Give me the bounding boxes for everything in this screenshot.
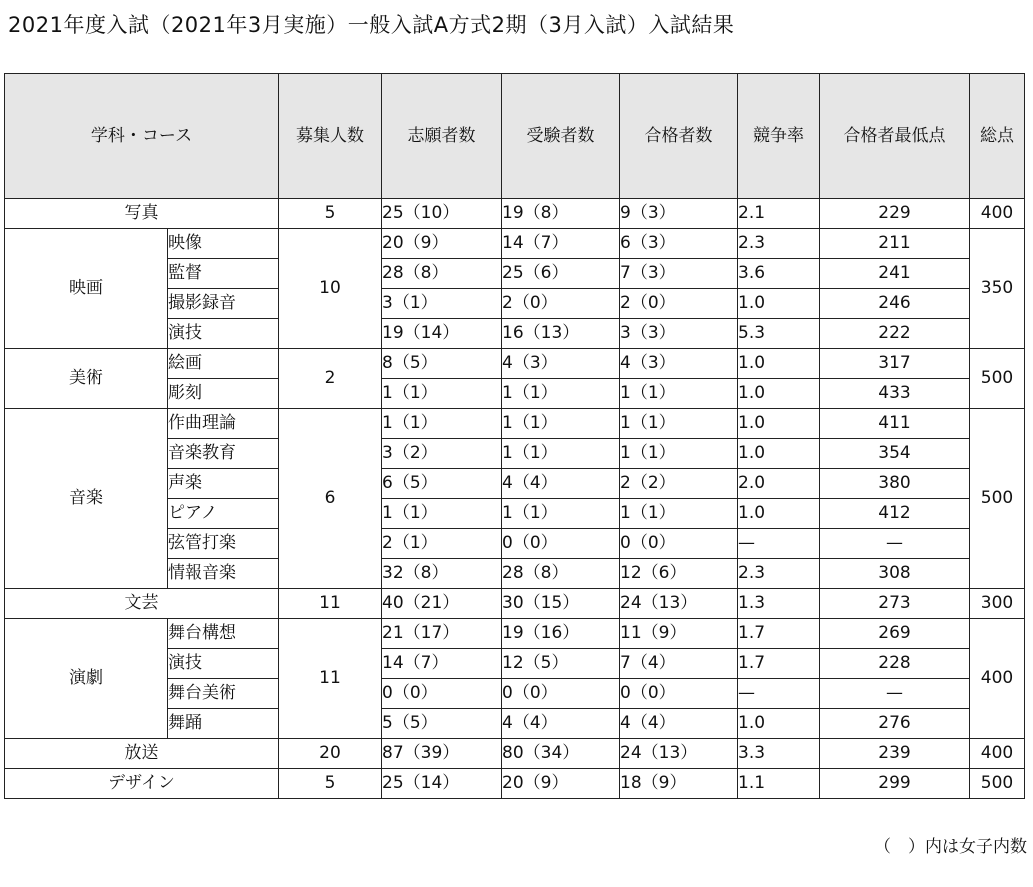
quota-cell: 2 [279,349,382,409]
header-total: 総点 [970,74,1025,199]
min-score-cell: 299 [820,769,970,799]
sub-course-name: 演技 [168,649,279,679]
table-row [5,769,1025,799]
header-examinees: 受験者数 [502,74,620,199]
examinees-cell: 14（7） [502,229,620,259]
quota-cell: 11 [279,589,382,619]
examinees-cell: 4（4） [502,469,620,499]
ratio-cell: 1.0 [738,409,820,439]
min-score-cell: 317 [820,349,970,379]
sub-course-name: 音楽教育 [168,439,279,469]
examinees-cell: 1（1） [502,499,620,529]
min-score-cell: 228 [820,649,970,679]
applicants-cell: 21（17） [382,619,502,649]
min-score-cell: 412 [820,499,970,529]
course-name: 演劇 [5,619,168,739]
quota-cell: 11 [279,619,382,739]
applicants-cell: 28（8） [382,259,502,289]
course-name: 放送 [5,739,279,769]
ratio-cell: 1.0 [738,349,820,379]
sub-course-name: 弦管打楽 [168,529,279,559]
course-name: 写真 [5,199,279,229]
min-score-cell: — [820,529,970,559]
ratio-cell: — [738,679,820,709]
header-applicants: 志願者数 [382,74,502,199]
ratio-cell: 1.1 [738,769,820,799]
ratio-cell: 2.3 [738,229,820,259]
examinees-cell: 12（5） [502,649,620,679]
examinees-cell: 28（8） [502,559,620,589]
passers-cell: 0（0） [620,679,738,709]
ratio-cell: 1.7 [738,649,820,679]
course-name: 美術 [5,349,168,409]
examinees-cell: 25（6） [502,259,620,289]
applicants-cell: 14（7） [382,649,502,679]
ratio-cell: 1.3 [738,589,820,619]
passers-cell: 11（9） [620,619,738,649]
applicants-cell: 3（1） [382,289,502,319]
applicants-cell: 25（14） [382,769,502,799]
examinees-cell: 80（34） [502,739,620,769]
sub-course-name: 舞踊 [168,709,279,739]
ratio-cell: 1.0 [738,709,820,739]
total-cell: 400 [970,739,1025,769]
total-cell: 500 [970,349,1025,409]
table-row [5,229,1025,259]
examinees-cell: 19（16） [502,619,620,649]
min-score-cell: — [820,679,970,709]
results-table [4,73,1025,799]
passers-cell: 12（6） [620,559,738,589]
total-cell: 300 [970,589,1025,619]
min-score-cell: 229 [820,199,970,229]
applicants-cell: 1（1） [382,379,502,409]
ratio-cell: 1.0 [738,499,820,529]
ratio-cell: 2.1 [738,199,820,229]
table-row [5,409,1025,439]
total-cell: 350 [970,229,1025,349]
sub-course-name: 監督 [168,259,279,289]
applicants-cell: 0（0） [382,679,502,709]
examinees-cell: 30（15） [502,589,620,619]
passers-cell: 9（3） [620,199,738,229]
passers-cell: 1（1） [620,499,738,529]
table-row [5,589,1025,619]
sub-course-name: 絵画 [168,349,279,379]
passers-cell: 2（2） [620,469,738,499]
min-score-cell: 354 [820,439,970,469]
ratio-cell: 1.0 [738,289,820,319]
min-score-cell: 276 [820,709,970,739]
quota-cell: 5 [279,769,382,799]
sub-course-name: 舞台美術 [168,679,279,709]
applicants-cell: 3（2） [382,439,502,469]
course-name: デザイン [5,769,279,799]
quota-cell: 6 [279,409,382,589]
sub-course-name: ピアノ [168,499,279,529]
passers-cell: 7（4） [620,649,738,679]
passers-cell: 4（4） [620,709,738,739]
applicants-cell: 40（21） [382,589,502,619]
passers-cell: 1（1） [620,409,738,439]
min-score-cell: 222 [820,319,970,349]
passers-cell: 1（1） [620,439,738,469]
quota-cell: 10 [279,229,382,349]
table-row [5,619,1025,649]
ratio-cell: — [738,529,820,559]
examinees-cell: 1（1） [502,409,620,439]
examinees-cell: 19（8） [502,199,620,229]
ratio-cell: 1.0 [738,379,820,409]
header-min-score: 合格者最低点 [820,74,970,199]
applicants-cell: 20（9） [382,229,502,259]
page-title: 2021年度入試（2021年3月実施）一般入試A方式2期（3月入試）入試結果 [8,13,735,37]
sub-course-name: 彫刻 [168,379,279,409]
total-cell: 500 [970,409,1025,589]
course-name: 文芸 [5,589,279,619]
total-cell: 400 [970,619,1025,739]
total-cell: 400 [970,199,1025,229]
ratio-cell: 2.0 [738,469,820,499]
ratio-cell: 1.0 [738,439,820,469]
ratio-cell: 5.3 [738,319,820,349]
quota-cell: 5 [279,199,382,229]
passers-cell: 2（0） [620,289,738,319]
quota-cell: 20 [279,739,382,769]
passers-cell: 18（9） [620,769,738,799]
examinees-cell: 4（3） [502,349,620,379]
ratio-cell: 3.6 [738,259,820,289]
header-course: 学科・コース [5,74,279,199]
min-score-cell: 241 [820,259,970,289]
applicants-cell: 5（5） [382,709,502,739]
applicants-cell: 1（1） [382,499,502,529]
examinees-cell: 1（1） [502,439,620,469]
min-score-cell: 211 [820,229,970,259]
table-row [5,349,1025,379]
table-row [5,739,1025,769]
sub-course-name: 情報音楽 [168,559,279,589]
examinees-cell: 2（0） [502,289,620,319]
sub-course-name: 演技 [168,319,279,349]
min-score-cell: 308 [820,559,970,589]
applicants-cell: 1（1） [382,409,502,439]
examinees-cell: 16（13） [502,319,620,349]
min-score-cell: 239 [820,739,970,769]
passers-cell: 24（13） [620,589,738,619]
examinees-cell: 1（1） [502,379,620,409]
examinees-cell: 0（0） [502,679,620,709]
min-score-cell: 273 [820,589,970,619]
applicants-cell: 2（1） [382,529,502,559]
sub-course-name: 作曲理論 [168,409,279,439]
passers-cell: 6（3） [620,229,738,259]
passers-cell: 24（13） [620,739,738,769]
applicants-cell: 19（14） [382,319,502,349]
applicants-cell: 6（5） [382,469,502,499]
passers-cell: 0（0） [620,529,738,559]
ratio-cell: 1.7 [738,619,820,649]
course-name: 映画 [5,229,168,349]
footnote: （ ）内は女子内数 [874,837,1027,857]
min-score-cell: 380 [820,469,970,499]
header-quota: 募集人数 [279,74,382,199]
examinees-cell: 0（0） [502,529,620,559]
applicants-cell: 8（5） [382,349,502,379]
total-cell: 500 [970,769,1025,799]
header-row [5,74,1025,199]
min-score-cell: 433 [820,379,970,409]
sub-course-name: 声楽 [168,469,279,499]
passers-cell: 7（3） [620,259,738,289]
ratio-cell: 2.3 [738,559,820,589]
ratio-cell: 3.3 [738,739,820,769]
sub-course-name: 撮影録音 [168,289,279,319]
header-ratio: 競争率 [738,74,820,199]
min-score-cell: 411 [820,409,970,439]
header-passers: 合格者数 [620,74,738,199]
min-score-cell: 246 [820,289,970,319]
table-row [5,199,1025,229]
course-name: 音楽 [5,409,168,589]
sub-course-name: 舞台構想 [168,619,279,649]
applicants-cell: 32（8） [382,559,502,589]
examinees-cell: 20（9） [502,769,620,799]
passers-cell: 3（3） [620,319,738,349]
passers-cell: 1（1） [620,379,738,409]
passers-cell: 4（3） [620,349,738,379]
applicants-cell: 25（10） [382,199,502,229]
sub-course-name: 映像 [168,229,279,259]
min-score-cell: 269 [820,619,970,649]
examinees-cell: 4（4） [502,709,620,739]
applicants-cell: 87（39） [382,739,502,769]
